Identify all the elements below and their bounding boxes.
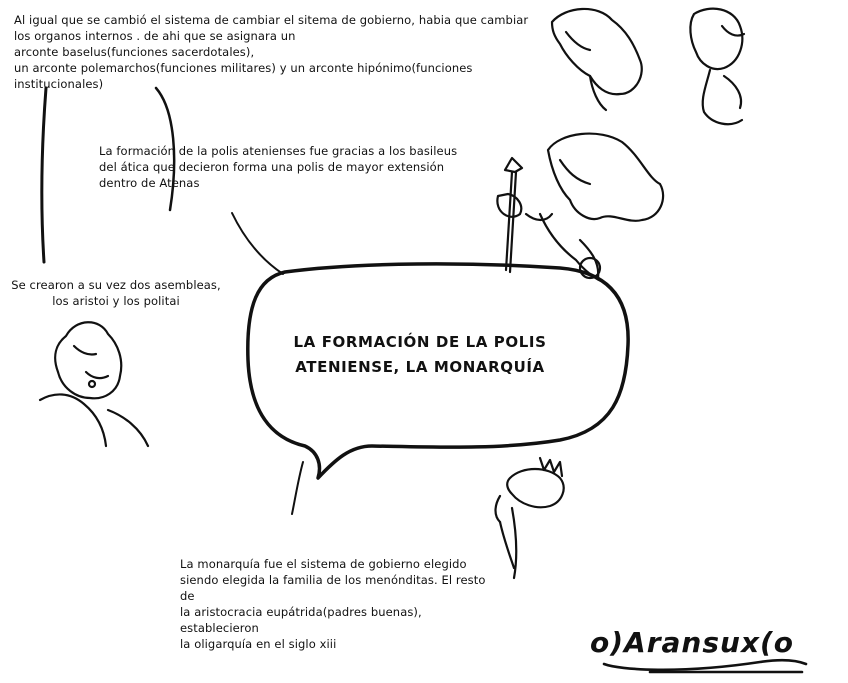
note-polis-formation: La formación de la polis atenienses fue gracias a los basileus del ática que decieron forma una polis de mayor extensión dentro de Atenas: [99, 144, 458, 190]
central-title: LA FORMACIÓN DE LA POLIS ATENIENSE, LA MONARQUÍA: [293, 333, 547, 376]
signature: o)Aransux(o: [590, 626, 795, 659]
note-monarchy: La monarquía fue el sistema de gobierno elegido siendo elegida la familia de los menónditas. El resto de la aristocracia eupátrida(padres buenas), establecieron la oligarquía en el siglo xiii: [180, 557, 486, 651]
note-archons: Al igual que se cambió el sistema de cambiar el sitema de gobierno, habia que cambiar los organos internos . de ahi que se asignara un arconte baselus(funciones sacerdotales), un arconte polemarchos(funciones militares) y un arconte hipónimo(funciones institucionales): [14, 13, 529, 91]
note-assemblies: Se crearon a su vez dos asembleas, los aristoi y los politai: [11, 278, 221, 308]
